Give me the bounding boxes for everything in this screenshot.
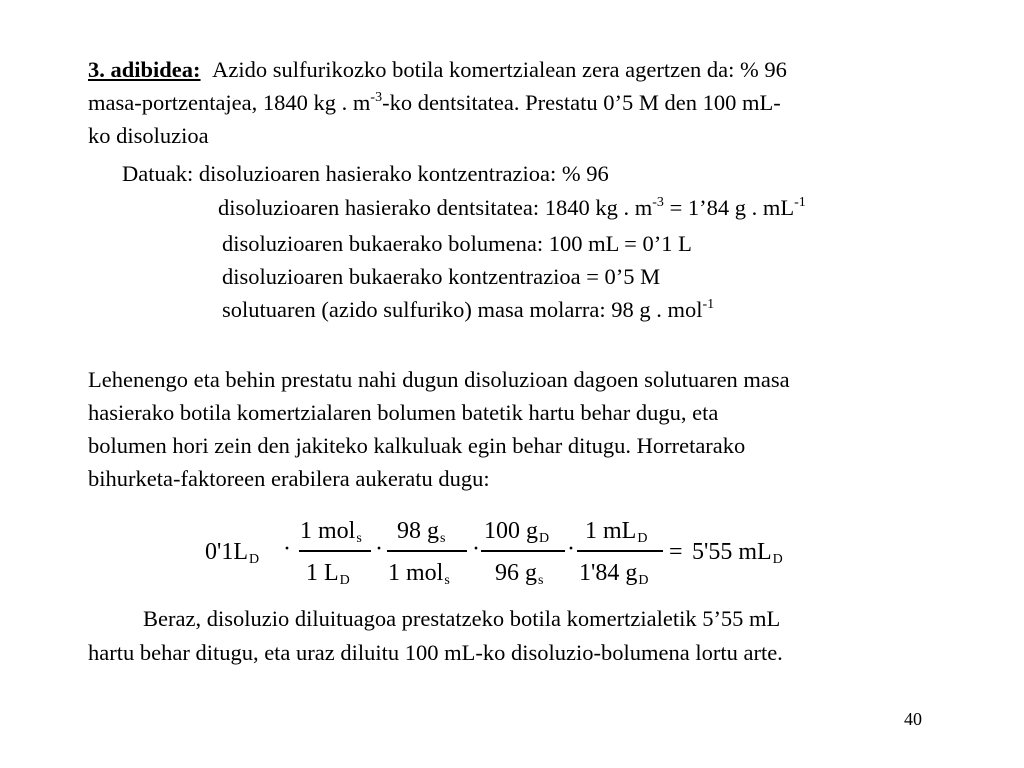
paragraph-1-line-3: bolumen hori zein den jakiteko kalkuluak egin behar ditugu. Horretarako	[88, 433, 746, 458]
problem-line-2	[88, 87, 781, 120]
eq-f1-denominator: 1 $L_D$	[306, 560, 350, 588]
paragraph-2-line-1: Beraz, disoluzio diluituagoa prestatzeko botila komertzialetik 5’55 mL	[143, 606, 781, 631]
example-heading: 3. adibidea:	[88, 57, 201, 82]
eq-f1-bar	[299, 550, 371, 552]
eq-f1-numerator: 1 mol$_s$	[300, 518, 362, 546]
data-line-3: disoluzioaren bukaerako bolumena: 100 mL = 0’1 L	[222, 231, 692, 256]
data-line-4: disoluzioaren bukaerako kontzentrazioa = 0’5 M	[222, 264, 661, 289]
eq-f4-numerator: 1 $mL_D$	[585, 518, 648, 546]
data-text-2a: disoluzioaren hasierako dentsitatea: 1840 kg . m	[218, 195, 653, 220]
eq-dot-4: ·	[567, 536, 575, 562]
data-line-2	[218, 192, 806, 225]
eq-dot-2: ·	[375, 536, 383, 562]
page-number: 40	[904, 709, 922, 729]
eq-f2-bar	[387, 550, 467, 552]
eq-f4-bar	[577, 550, 663, 552]
eq-dot-3: ·	[472, 536, 480, 562]
eq-dot-1: ·	[283, 536, 291, 562]
problem-text-2b: -ko dentsitatea. Prestatu 0’5 M den 100 mL-	[382, 90, 781, 115]
eq-f3-bar	[481, 550, 565, 552]
eq-equals-sign: =	[669, 539, 683, 565]
problem-line-3: ko disoluzioa	[88, 123, 209, 148]
data-text-2b: = 1’84 g . mL	[663, 195, 795, 220]
paragraph-1-line-2: hasierako botila komertzialaren bolumen batetik hartu behar dugu, eta	[88, 400, 719, 425]
eq-result: 5'55 $mL_D$	[692, 539, 783, 567]
eq-start-value: $0'1L_D$	[205, 539, 260, 567]
problem-line-1	[88, 54, 787, 87]
problem-text-1: Azido sulfurikozko botila komertzialean zera agertzen da: % 96	[212, 57, 787, 82]
paragraph-2-line-2: hartu behar ditugu, eta uraz diluitu 100 mL-ko disoluzio-bolumena lortu arte.	[88, 640, 783, 665]
data-exponent-2: -1	[794, 195, 806, 210]
paragraph-1-line-4: bihurketa-faktoreen erabilera aukeratu dugu:	[88, 466, 490, 491]
eq-f3-numerator: 100 $g_D$	[484, 518, 550, 546]
data-exponent-3: -1	[702, 297, 715, 312]
problem-exponent: -3	[370, 90, 383, 105]
eq-f4-denominator: 1'84 $g_D$	[579, 560, 649, 588]
data-text-5: solutuaren (azido sulfuriko) masa molarra: 98 g . mol	[222, 297, 703, 322]
eq-f3-denominator: 96 $g_s$	[495, 560, 544, 588]
problem-text-2a: masa-portzentajea, 1840 kg . m	[88, 90, 371, 115]
data-line-1: Datuak: disoluzioaren hasierako kontzentrazioa: % 96	[122, 161, 609, 186]
eq-f2-numerator: 98 $g_s$	[397, 518, 446, 546]
paragraph-1-line-1: Lehenengo eta behin prestatu nahi dugun disoluzioan dagoen solutuaren masa	[88, 367, 790, 392]
eq-f2-denominator: 1 mol$_s$	[388, 560, 450, 588]
data-line-5	[222, 294, 714, 327]
data-exponent-1: -3	[652, 195, 664, 210]
